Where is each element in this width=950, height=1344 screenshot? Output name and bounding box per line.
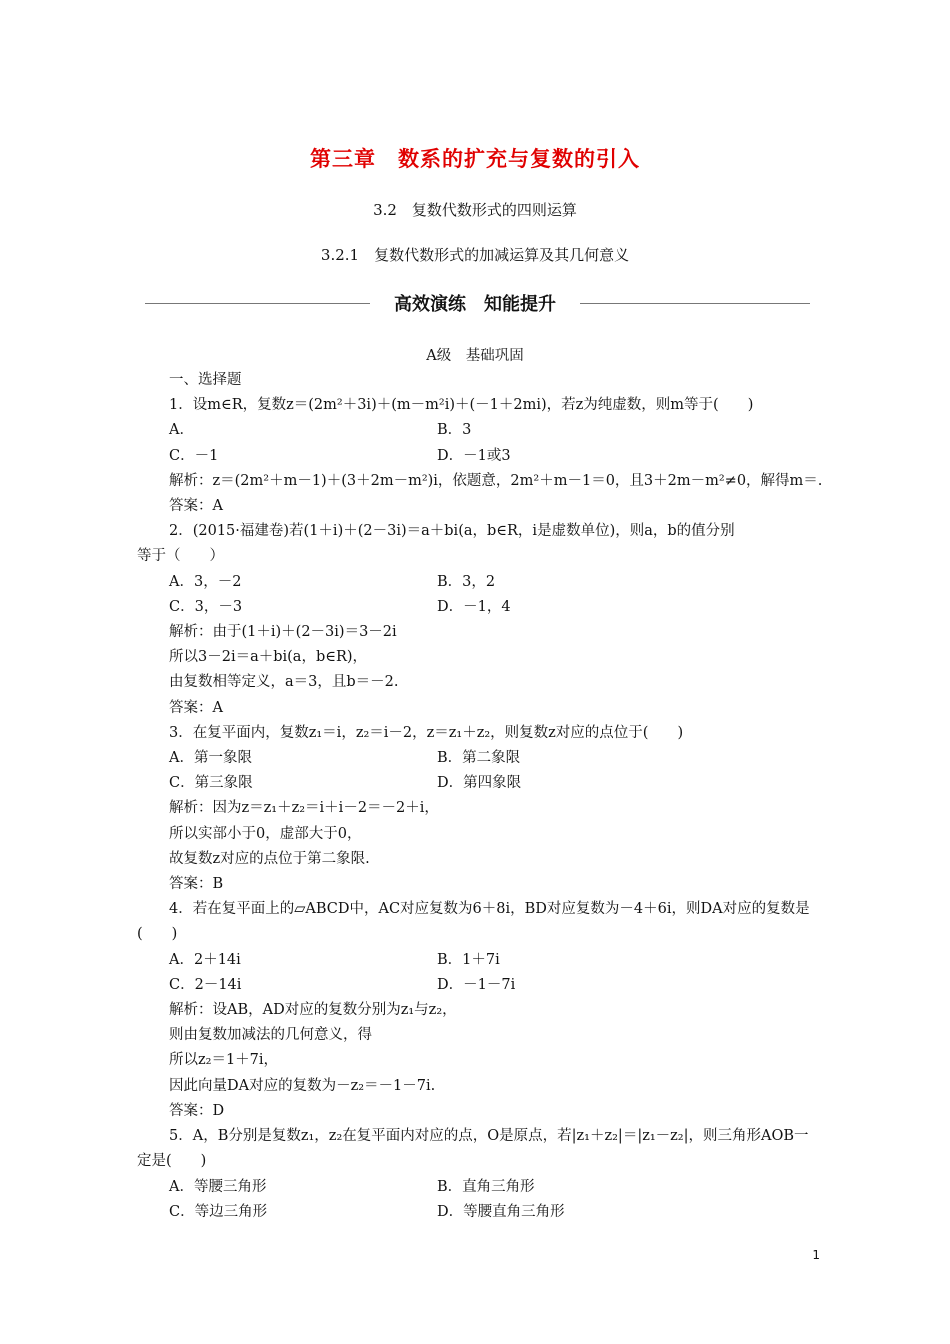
option: D．－1或3	[437, 447, 511, 464]
option: B．1＋7i	[437, 951, 500, 968]
question-stem	[137, 519, 817, 569]
question-stem-line: 2．(2015·福建卷)若(1＋i)＋(2－3i)＝a＋bi(a，b∈R，i是虚数单位)，则a，b的值分别	[169, 523, 735, 540]
option: D．－1－7i	[437, 976, 516, 993]
solution-line: 所以3－2i＝a＋bi(a，b∈R)，	[169, 649, 368, 666]
option-row	[137, 444, 817, 469]
option: B．3，2	[437, 573, 496, 590]
option: B．直角三角形	[437, 1178, 535, 1195]
option: A．3，－2	[169, 573, 242, 590]
option: C．等边三角形	[169, 1203, 268, 1220]
option: B．第二象限	[437, 750, 521, 767]
option: C．2－14i	[169, 976, 242, 993]
question-stem	[137, 1124, 817, 1174]
answer-line: 答案：B	[169, 876, 224, 893]
solution-line: 解析：因为z＝z₁＋z₂＝i＋i－2＝－2＋i，	[169, 800, 439, 817]
option: D．－1，4	[437, 598, 511, 615]
option-row	[137, 418, 817, 443]
banner-text: 高效演练 知能提升	[394, 294, 556, 315]
question-stem: 1．设m∈R，复数z＝(2m²＋3i)＋(m－m²i)＋(－1＋2mi)，若z为纯虚数，则m等于( )	[169, 397, 754, 414]
solution-line: 解析：设AB，AD对应的复数分别为z₁与z₂，	[169, 1002, 457, 1019]
option: C．第三象限	[169, 775, 253, 792]
option: B．3	[437, 422, 472, 439]
option: A．2＋14i	[169, 951, 241, 968]
level-heading: A级 基础巩固	[426, 348, 524, 364]
question-stem	[137, 897, 817, 947]
page-number: 1	[812, 1248, 820, 1262]
question-stem-line: 等于（ ）	[137, 548, 224, 565]
option: A．	[169, 422, 194, 439]
option-row	[137, 973, 817, 998]
banner-rule-right	[580, 303, 810, 304]
solution-line: 由复数相等定义，a＝3，且b＝－2.	[169, 674, 399, 691]
question-stem: 3．在复平面内，复数z₁＝i，z₂＝i－2，z＝z₁＋z₂，则复数z对应的点位于( )	[169, 724, 684, 741]
solution-line: 所以z₂＝1＋7i，	[169, 1052, 279, 1069]
option-row	[137, 948, 817, 973]
banner-rule-left	[145, 303, 370, 304]
subsection-title: 3.2.1 复数代数形式的加减运算及其几何意义	[320, 246, 630, 264]
option: C．3，－3	[169, 598, 243, 615]
option-row	[137, 1175, 817, 1200]
option: D．等腰直角三角形	[437, 1203, 565, 1220]
question-stem-line: 5．A，B分别是复数z₁，z₂在复平面内对应的点，O是原点，若|z₁＋z₂|＝|z₁－z₂|，则三角形	[169, 1128, 761, 1145]
answer-line: 答案：A	[169, 498, 223, 515]
section-title: 3.2 复数代数形式的四则运算	[373, 201, 577, 219]
option-row	[137, 570, 817, 595]
question-stem-line: 4．若在复平面上的▱ABCD中，AC对应复数为6＋8i，BD对应复数为－4＋6i，则DA对应的复	[169, 901, 781, 918]
question-stem-line: AOB一定是( )	[137, 1128, 809, 1170]
solution-line: 解析：由于(1＋i)＋(2－3i)＝3－2i	[169, 624, 397, 641]
question-stem-line: 数是( )	[137, 901, 810, 943]
option: C．－1	[169, 447, 219, 464]
option: A．第一象限	[169, 750, 252, 767]
solution-line: 则由复数加减法的几何意义，得	[169, 1027, 372, 1044]
question-list	[137, 368, 823, 1225]
option-row	[137, 1200, 817, 1225]
chapter-title: 第三章 数系的扩充与复数的引入	[310, 147, 640, 171]
option: A．等腰三角形	[169, 1178, 267, 1195]
answer-line: 答案：A	[169, 699, 223, 716]
solution-line: 因此向量DA对应的复数为－z₂＝－1－7i.	[169, 1077, 436, 1094]
solution-line: 解析：z＝(2m²＋m－1)＋(3＋2m－m²)i，依题意，2m²＋m－1＝0，且3＋2m－m²≠0，解得m＝.	[169, 472, 823, 489]
option-row	[137, 771, 817, 796]
option-row	[137, 595, 817, 620]
part-title: 一、选择题	[169, 372, 242, 388]
solution-line: 故复数z对应的点位于第二象限.	[169, 850, 370, 867]
solution-line: 所以实部小于0，虚部大于0，	[169, 825, 362, 842]
option-row	[137, 746, 817, 771]
option: D．第四象限	[437, 775, 522, 792]
section-banner	[145, 290, 810, 316]
answer-line: 答案：D	[169, 1102, 225, 1119]
